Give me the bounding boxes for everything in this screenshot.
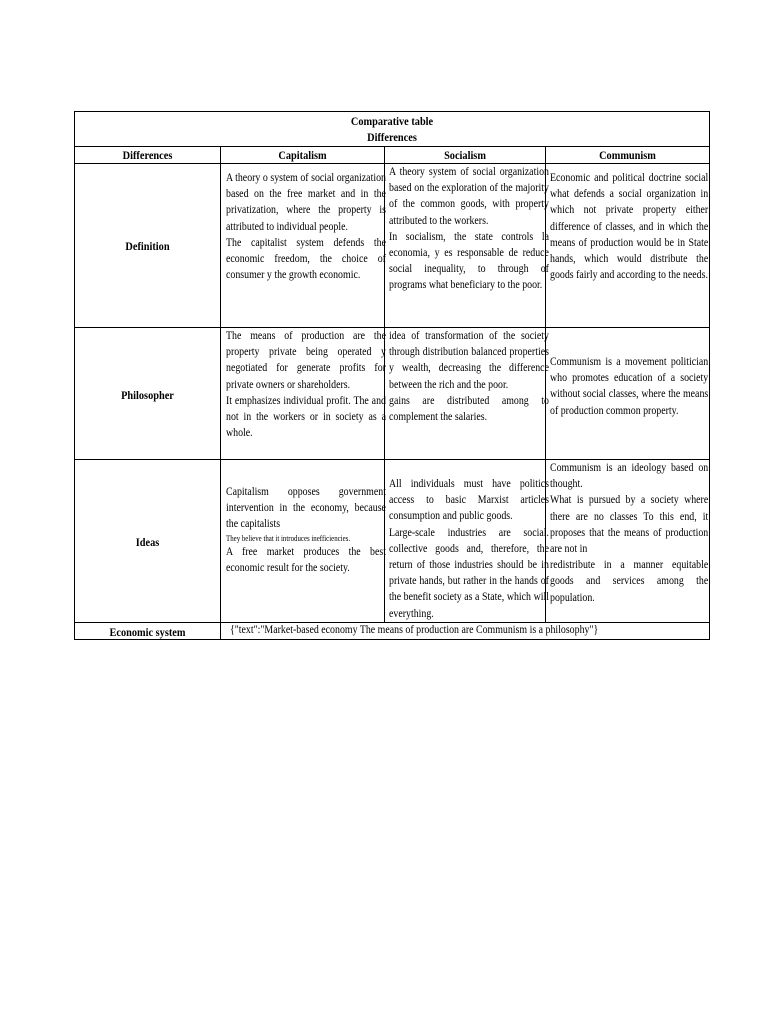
cell-paragraph: redistribute in a manner equitable goods and services among the population.: [550, 559, 709, 604]
cell-economic-system-merged: [75, 622, 709, 639]
cell-paragraph: The means of production are the property private being operated y negotiated for generate profits for private owners or shareholders.: [226, 330, 386, 391]
row-label-philosopher: Philosopher: [121, 388, 174, 402]
cell-paragraph: In socialism, the state controls la economia, y es responsable de reduce social inequality, to through of programs what beneficiary to the poor.: [389, 230, 549, 292]
cell-paragraph: Economic and political doctrine social what defends a social organization in which not private property either difference of classes, and in which the means of production would be in State hands, which would distribute the goods fairly and according to the needs.: [550, 172, 709, 282]
cell-paragraph: What is pursued by a society where there are no classes To this end, it proposes that the means of production are not in: [550, 494, 709, 556]
cell-paragraph: All individuals must have politics access to basic Marxist articles consumption and public goods.: [389, 478, 549, 523]
cell-philosopher-socialism: [389, 328, 575, 425]
cell-definition-communism: [550, 170, 734, 283]
table-title: Comparative table: [350, 114, 434, 128]
header-socialism: Socialism: [444, 148, 486, 162]
cell-paragraph: Capitalism opposes government intervention in the economy, because the capitalists: [226, 486, 386, 531]
cell-definition-capitalism: [226, 170, 412, 283]
cell-paragraph: The capitalist system defends the economic freedom, the choice of consumer y the growth economic.: [226, 236, 386, 282]
cell-ideas-communism: [550, 460, 734, 606]
cell-ideas-capitalism: [226, 484, 412, 576]
cell-paragraph: gains are distributed among to complement the salaries.: [389, 394, 549, 424]
cell-paragraph: Large-scale industries are social. collective goods and, therefore, the return of those industries should be in private hands, but rather in the hands of the benefit society as a State, which will everything.: [389, 526, 549, 620]
cell-paragraph-small: They believe that it introduces inefficiencies.: [226, 533, 351, 543]
cell-paragraph: A theory o system of social organization based on the free market and in the privatization, where the property is attributed to individual people.: [226, 172, 386, 233]
cell-definition-socialism: [389, 164, 575, 294]
row-label-ideas: Ideas: [135, 535, 160, 549]
economic-system-text: {"text":"Market-based economy The means of production are Communism is a philosophy"}: [230, 624, 599, 636]
comparative-table: [74, 111, 710, 640]
row-label-economic-system: Economic system: [109, 625, 186, 639]
cell-philosopher-capitalism: [226, 328, 412, 441]
col-divider-1: [220, 146, 221, 640]
cell-ideas-socialism: [389, 476, 575, 622]
row-label-definition: Definition: [125, 239, 170, 253]
cell-paragraph: A theory system of social organization based on the exploration of the majority of the common goods, with property attributed to the workers.: [389, 166, 549, 227]
cell-philosopher-communism: [550, 354, 734, 419]
header-communism: Communism: [599, 148, 656, 162]
cell-paragraph: Communism is a movement politician who promotes education of a society without social classes, where the means of production common property.: [550, 356, 709, 417]
header-capitalism: Capitalism: [278, 148, 327, 162]
cell-paragraph: A free market produces the best economic result for the society.: [226, 545, 386, 574]
cell-paragraph: Communism is an ideology based on thought.: [550, 462, 709, 491]
cell-paragraph: idea of transformation of the society through distribution balanced properties y wealth, decreasing the difference between the rich and the poor.: [389, 330, 549, 391]
header-differences: Differences: [122, 148, 173, 162]
table-subtitle: Differences: [367, 130, 417, 144]
cell-paragraph: It emphasizes individual profit. The and not in the workers or in society as a whole.: [226, 394, 386, 440]
